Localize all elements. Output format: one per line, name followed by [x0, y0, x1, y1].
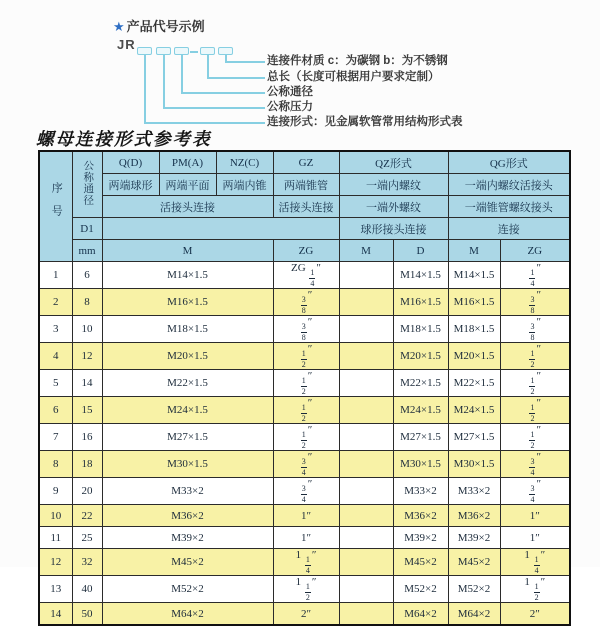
cell-dn: 50: [72, 603, 102, 626]
cell-dn: 32: [72, 549, 102, 576]
cell-gz: $\frac{1}{2}$ ″: [273, 370, 339, 397]
header-group-pma: PM(A): [159, 151, 216, 174]
cell-qg_zg: 1″: [500, 505, 570, 527]
cell-dn: 25: [72, 527, 102, 549]
cell-m: M22×1.5: [102, 370, 273, 397]
cell-m: M52×2: [102, 576, 273, 603]
star-icon: ★: [113, 19, 125, 34]
code-box-1: [137, 47, 152, 55]
cell-no: 7: [39, 424, 72, 451]
header-conn-union-gz: 活接头连接: [273, 196, 339, 218]
header-desc-qz: 一端内螺纹: [339, 174, 448, 196]
header-seq: 序号: [39, 151, 72, 262]
cell-qz_m: [339, 424, 393, 451]
cell-qz_m: [339, 505, 393, 527]
cell-no: 3: [39, 316, 72, 343]
cell-qg_zg: $\frac{1}{2}$ ″: [500, 343, 570, 370]
cell-qg_zg: $\frac{1}{2}$ ″: [500, 370, 570, 397]
header-m-qz: M: [339, 240, 393, 262]
header-conn-union: 活接头连接: [102, 196, 273, 218]
cell-qg_m: M18×1.5: [448, 316, 500, 343]
cell-dn: 15: [72, 397, 102, 424]
cell-no: 14: [39, 603, 72, 626]
table-row: [39, 603, 570, 626]
cell-m: M33×2: [102, 478, 273, 505]
cell-gz: 1″: [273, 527, 339, 549]
cell-m: M20×1.5: [102, 343, 273, 370]
table-row: [39, 262, 570, 289]
cell-dn: 6: [72, 262, 102, 289]
header-desc-pma: 两端平面: [159, 174, 216, 196]
cell-qg_m: M30×1.5: [448, 451, 500, 478]
cell-qg_zg: 1 $\frac{1}{4}$ ″: [500, 549, 570, 576]
cell-qg_zg: $\frac{1}{2}$ ″: [500, 424, 570, 451]
table-row: [39, 424, 570, 451]
cell-qg_m: M24×1.5: [448, 397, 500, 424]
header-group-qg: QG形式: [448, 151, 570, 174]
cell-no: 5: [39, 370, 72, 397]
leader-line: [207, 55, 209, 77]
code-prefix: JR: [117, 37, 136, 52]
cell-m: M16×1.5: [102, 289, 273, 316]
header-m-qg: M: [448, 240, 500, 262]
cell-m: M64×2: [102, 603, 273, 626]
leader-line: [144, 55, 146, 122]
cell-m: M24×1.5: [102, 397, 273, 424]
cell-gz: $\frac{1}{2}$ ″: [273, 397, 339, 424]
cell-no: 2: [39, 289, 72, 316]
cell-qz_d: M24×1.5: [393, 397, 448, 424]
leader-line: [225, 61, 265, 63]
nut-connection-table: [38, 150, 571, 626]
cell-qg_m: M39×2: [448, 527, 500, 549]
header-ball-joint: 球形接头连接: [339, 218, 448, 240]
cell-gz: $\frac{3}{8}$ ″: [273, 289, 339, 316]
header-desc-gz: 两端锥管: [273, 174, 339, 196]
code-label-connection: 连接形式：见金属软管常用结构形式表: [267, 116, 463, 128]
cell-dn: 8: [72, 289, 102, 316]
cell-qg_m: M22×1.5: [448, 370, 500, 397]
code-label-material: 连接件材质 c：为碳钢 b：为不锈钢: [267, 55, 448, 67]
cell-qz_d: M22×1.5: [393, 370, 448, 397]
table-row: [39, 370, 570, 397]
cell-dn: 10: [72, 316, 102, 343]
cell-qz_d: M16×1.5: [393, 289, 448, 316]
cell-qz_d: M64×2: [393, 603, 448, 626]
code-label-length: 总长（长度可根据用户要求定制）: [267, 71, 440, 83]
table-row: [39, 527, 570, 549]
leader-line: [163, 55, 165, 107]
cell-qg_m: M45×2: [448, 549, 500, 576]
cell-gz: $\frac{3}{4}$ ″: [273, 478, 339, 505]
cell-qz_d: M36×2: [393, 505, 448, 527]
table-row: [39, 505, 570, 527]
cell-dn: 20: [72, 478, 102, 505]
cell-qz_d: M45×2: [393, 549, 448, 576]
cell-qz_m: [339, 451, 393, 478]
cell-qg_m: M33×2: [448, 478, 500, 505]
product-code-heading-text: 产品代号示例: [126, 19, 205, 34]
cell-dn: 40: [72, 576, 102, 603]
table-row: [39, 397, 570, 424]
table-title: 螺母连接形式参考表: [36, 129, 212, 149]
cell-qz_d: M30×1.5: [393, 451, 448, 478]
leader-line: [181, 55, 183, 92]
cell-qg_m: M52×2: [448, 576, 500, 603]
cell-dn: 18: [72, 451, 102, 478]
cell-qz_d: M52×2: [393, 576, 448, 603]
cell-qg_zg: 1″: [500, 527, 570, 549]
code-box-2: [156, 47, 171, 55]
cell-gz: $\frac{3}{4}$ ″: [273, 451, 339, 478]
leader-line: [163, 107, 265, 109]
header-d-qz: D: [393, 240, 448, 262]
code-box-4: [200, 47, 215, 55]
header-blank: [102, 218, 339, 240]
code-box-3: [174, 47, 189, 55]
cell-qz_m: [339, 478, 393, 505]
code-dash: [190, 51, 198, 53]
cell-m: M36×2: [102, 505, 273, 527]
header-mm: mm: [72, 240, 102, 262]
cell-qz_m: [339, 549, 393, 576]
cell-dn: 14: [72, 370, 102, 397]
header-m-main: M: [102, 240, 273, 262]
cell-qz_m: [339, 289, 393, 316]
table-row: [39, 343, 570, 370]
cell-gz: $\frac{1}{2}$ ″: [273, 424, 339, 451]
cell-no: 6: [39, 397, 72, 424]
cell-qz_d: M27×1.5: [393, 424, 448, 451]
cell-no: 10: [39, 505, 72, 527]
code-label-diameter: 公称通径: [267, 86, 313, 98]
cell-gz: 2″: [273, 603, 339, 626]
header-conn-taper: 一端锥管螺纹接头: [448, 196, 570, 218]
leader-line: [144, 122, 265, 124]
cell-gz: 1″: [273, 505, 339, 527]
header-d1: D1: [72, 218, 102, 240]
cell-qg_zg: $\frac{3}{4}$ ″: [500, 478, 570, 505]
cell-qg_m: M36×2: [448, 505, 500, 527]
cell-qz_m: [339, 262, 393, 289]
table-body: [39, 262, 570, 626]
cell-qg_zg: $\frac{1}{4}$ ″: [500, 262, 570, 289]
cell-m: M39×2: [102, 527, 273, 549]
cell-no: 4: [39, 343, 72, 370]
cell-qz_d: M14×1.5: [393, 262, 448, 289]
cell-qg_zg: $\frac{3}{4}$ ″: [500, 451, 570, 478]
cell-dn: 12: [72, 343, 102, 370]
cell-qz_m: [339, 527, 393, 549]
cell-qz_m: [339, 370, 393, 397]
cell-gz: $\frac{1}{2}$ ″: [273, 343, 339, 370]
cell-qg_m: M64×2: [448, 603, 500, 626]
cell-m: M27×1.5: [102, 424, 273, 451]
cell-qg_zg: $\frac{3}{8}$ ″: [500, 316, 570, 343]
cell-qg_zg: $\frac{3}{8}$ ″: [500, 289, 570, 316]
cell-gz: 1 $\frac{1}{2}$ ″: [273, 576, 339, 603]
cell-gz: ZG $\frac{1}{4}$ ″: [273, 262, 339, 289]
table-header: [39, 151, 570, 262]
cell-qg_m: M14×1.5: [448, 262, 500, 289]
cell-qg_m: M27×1.5: [448, 424, 500, 451]
cell-qz_d: M39×2: [393, 527, 448, 549]
leader-line: [207, 77, 265, 79]
header-group-gz: GZ: [273, 151, 339, 174]
header-group-qz: QZ形式: [339, 151, 448, 174]
cell-qz_m: [339, 603, 393, 626]
header-zg-gz: ZG: [273, 240, 339, 262]
header-group-qd: Q(D): [102, 151, 159, 174]
cell-no: 9: [39, 478, 72, 505]
product-code-heading: [113, 16, 205, 35]
code-box-5: [218, 47, 233, 55]
header-desc-qg: 一端内螺纹活接头: [448, 174, 570, 196]
header-desc-qd: 两端球形: [102, 174, 159, 196]
header-conn-ext-thread: 一端外螺纹: [339, 196, 448, 218]
cell-qz_m: [339, 397, 393, 424]
cell-m: M18×1.5: [102, 316, 273, 343]
table-row: [39, 451, 570, 478]
cell-qz_m: [339, 343, 393, 370]
header-dn: 公称通径: [72, 151, 102, 218]
cell-no: 8: [39, 451, 72, 478]
table-row: [39, 576, 570, 603]
cell-no: 11: [39, 527, 72, 549]
table-row: [39, 478, 570, 505]
header-desc-nzc: 两端内锥: [216, 174, 273, 196]
cell-qg_zg: $\frac{1}{2}$ ″: [500, 397, 570, 424]
cell-qz_m: [339, 316, 393, 343]
code-label-pressure: 公称压力: [267, 101, 313, 113]
header-zg-qg: ZG: [500, 240, 570, 262]
cell-gz: 1 $\frac{1}{4}$ ″: [273, 549, 339, 576]
cell-qg_zg: 2″: [500, 603, 570, 626]
header-connect: 连接: [448, 218, 570, 240]
cell-qg_m: M16×1.5: [448, 289, 500, 316]
table-row: [39, 549, 570, 576]
table-row: [39, 316, 570, 343]
cell-qz_d: M20×1.5: [393, 343, 448, 370]
cell-m: M30×1.5: [102, 451, 273, 478]
leader-line: [181, 92, 265, 94]
cell-qg_zg: 1 $\frac{1}{2}$ ″: [500, 576, 570, 603]
cell-gz: $\frac{3}{8}$ ″: [273, 316, 339, 343]
cell-m: M14×1.5: [102, 262, 273, 289]
cell-dn: 22: [72, 505, 102, 527]
cell-qz_d: M18×1.5: [393, 316, 448, 343]
cell-no: 1: [39, 262, 72, 289]
cell-qz_m: [339, 576, 393, 603]
cell-no: 12: [39, 549, 72, 576]
cell-qg_m: M20×1.5: [448, 343, 500, 370]
cell-no: 13: [39, 576, 72, 603]
cell-qz_d: M33×2: [393, 478, 448, 505]
cell-m: M45×2: [102, 549, 273, 576]
table-row: [39, 289, 570, 316]
cell-dn: 16: [72, 424, 102, 451]
header-group-nzc: NZ(C): [216, 151, 273, 174]
